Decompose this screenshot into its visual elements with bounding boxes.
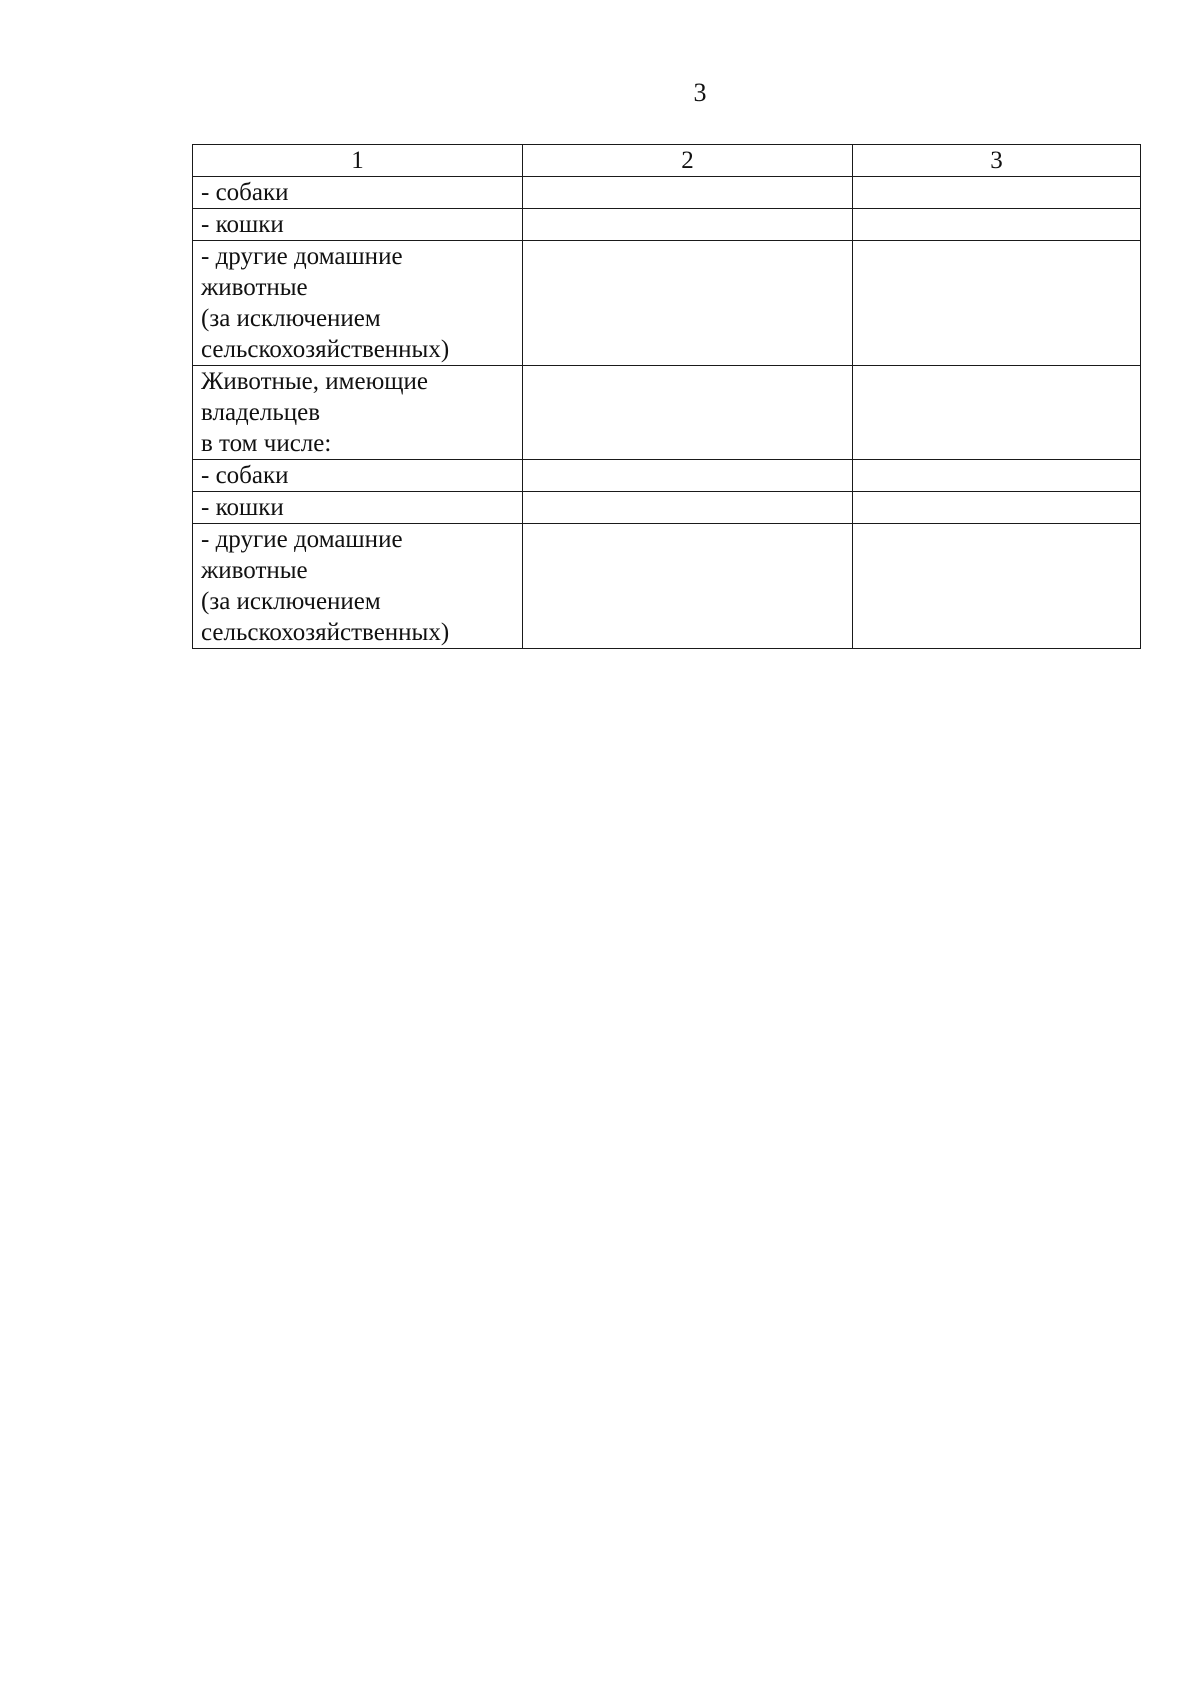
row-label-line: - другие домашние <box>201 243 403 270</box>
page-number: 3 <box>693 78 707 107</box>
column-header-1: 1 <box>193 145 523 177</box>
row-label-line: сельскохозяйственных) <box>201 336 450 363</box>
table-row <box>193 241 1141 366</box>
row-label-line: в том числе: <box>201 430 332 457</box>
value-cell <box>853 241 1141 366</box>
row-label-line: владельцев <box>201 399 321 426</box>
value-cell <box>523 460 853 492</box>
table-row <box>193 209 1141 241</box>
table-row <box>193 177 1141 209</box>
row-label-line: сельскохозяйственных) <box>201 619 450 646</box>
row-label-line: животные <box>201 557 308 584</box>
value-cell <box>523 209 853 241</box>
row-label-line: - кошки <box>201 494 284 521</box>
table-row <box>193 524 1141 649</box>
column-header-2: 2 <box>523 145 853 177</box>
value-cell <box>523 366 853 460</box>
table-header-row <box>193 145 1141 177</box>
row-label <box>193 460 523 492</box>
row-label-line: - собаки <box>201 179 289 206</box>
value-cell <box>853 177 1141 209</box>
animals-table <box>192 144 1141 649</box>
row-label <box>193 209 523 241</box>
value-cell <box>853 366 1141 460</box>
row-label <box>193 177 523 209</box>
value-cell <box>853 460 1141 492</box>
row-label <box>193 366 523 460</box>
row-label-line: (за исключением <box>201 305 381 332</box>
value-cell <box>853 524 1141 649</box>
row-label-line: - другие домашние <box>201 526 403 553</box>
row-label-line: - собаки <box>201 462 289 489</box>
value-cell <box>523 492 853 524</box>
table-row <box>193 366 1141 460</box>
row-label <box>193 241 523 366</box>
value-cell <box>523 524 853 649</box>
row-label-line: (за исключением <box>201 588 381 615</box>
value-cell <box>853 209 1141 241</box>
row-label <box>193 492 523 524</box>
column-header-3: 3 <box>853 145 1141 177</box>
value-cell <box>523 241 853 366</box>
table-row <box>193 460 1141 492</box>
value-cell <box>523 177 853 209</box>
value-cell <box>853 492 1141 524</box>
table-row <box>193 492 1141 524</box>
row-label-line: - кошки <box>201 211 284 238</box>
row-label-line: животные <box>201 274 308 301</box>
row-label <box>193 524 523 649</box>
row-label-line: Животные, имеющие <box>201 368 428 395</box>
